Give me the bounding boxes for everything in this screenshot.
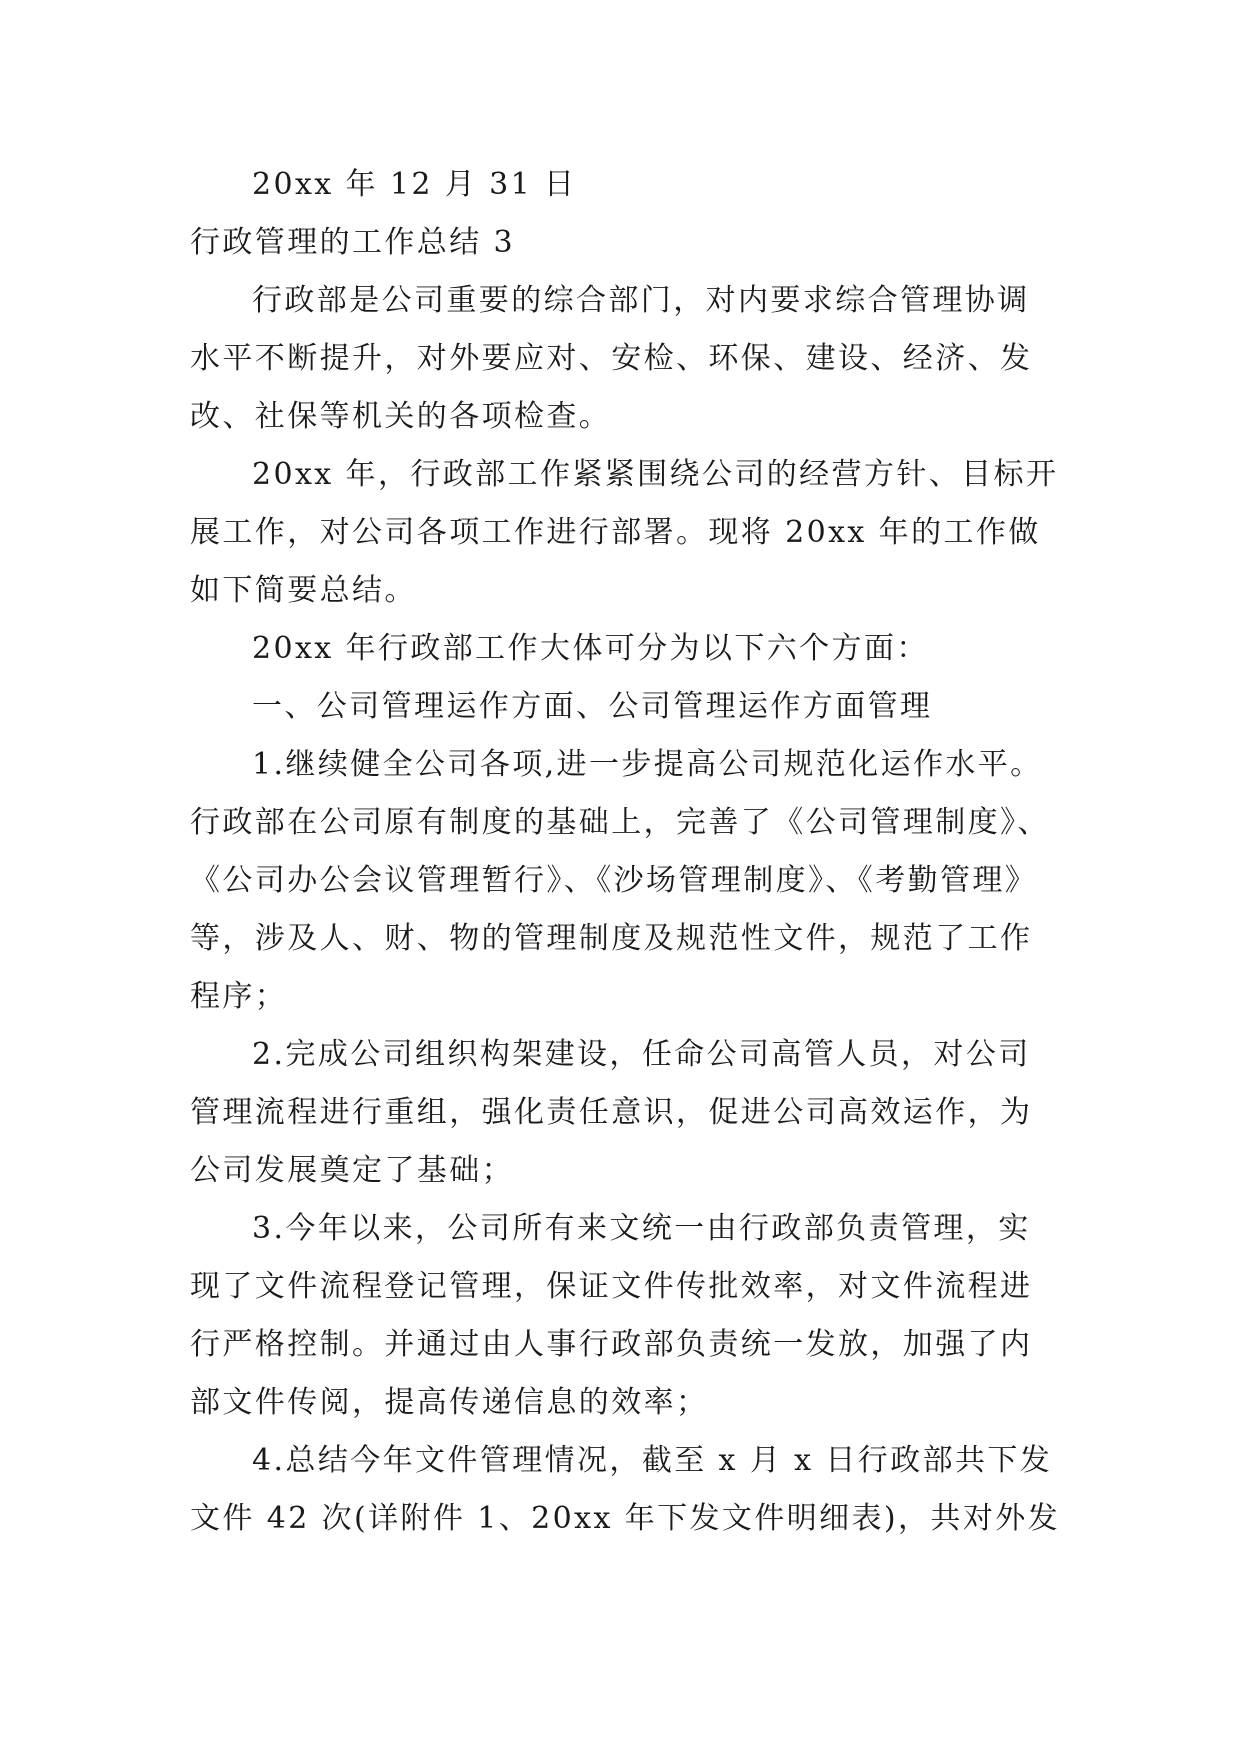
paragraph-line: 如下简要总结。 bbox=[190, 573, 417, 608]
paragraph-line: 20xx 年行政部工作大体可分为以下六个方面： bbox=[252, 631, 929, 666]
paragraph-line: 4.总结今年文件管理情况，截至 x 月 x 日行政部共下发 bbox=[252, 1443, 1053, 1478]
paragraph-line: 1.继续健全公司各项,进一步提高公司规范化运作水平。 bbox=[252, 747, 1043, 782]
paragraph-line: 现了文件流程登记管理，保证文件传批效率，对文件流程进 bbox=[190, 1269, 1033, 1304]
paragraph-line: 展工作，对公司各项工作进行部署。现将 20xx 年的工作做 bbox=[190, 515, 1041, 550]
paragraph-line: 3.今年以来，公司所有来文统一由行政部负责管理，实 bbox=[252, 1211, 1031, 1246]
paragraph-line: 行严格控制。并通过由人事行政部负责统一发放，加强了内 bbox=[190, 1327, 1033, 1362]
paragraph-line: 改、社保等机关的各项检查。 bbox=[190, 399, 612, 434]
section-heading: 一、公司管理运作方面、公司管理运作方面管理 bbox=[252, 689, 933, 724]
paragraph-line: 行政部是公司重要的综合部门，对内要求综合管理协调 bbox=[252, 283, 1030, 318]
paragraph-line: 行政部在公司原有制度的基础上，完善了《公司管理制度》、 bbox=[190, 805, 1050, 840]
paragraph-line: 程序； bbox=[190, 979, 288, 1014]
paragraph-line: 部文件传阅，提高传递信息的效率； bbox=[190, 1385, 709, 1420]
paragraph-line: 公司发展奠定了基础； bbox=[190, 1153, 514, 1188]
paragraph-line: 20xx 年，行政部工作紧紧围绕公司的经营方针、目标开 bbox=[252, 457, 1059, 492]
paragraph-line: 水平不断提升，对外要应对、安检、环保、建设、经济、发 bbox=[190, 341, 1033, 376]
document-date: 20xx 年 12 月 31 日 bbox=[252, 167, 577, 202]
document-title: 行政管理的工作总结 3 bbox=[190, 225, 516, 260]
paragraph-line: 等，涉及人、财、物的管理制度及规范性文件，规范了工作 bbox=[190, 921, 1033, 956]
paragraph-line: 《公司办公会议管理暂行》、《沙场管理制度》、《考勤管理》 bbox=[190, 863, 1038, 898]
paragraph-line: 文件 42 次(详附件 1、20xx 年下发文件明细表)，共对外发 bbox=[190, 1501, 1061, 1536]
paragraph-line: 2.完成公司组织构架建设，任命公司高管人员，对公司 bbox=[252, 1037, 1031, 1072]
paragraph-line: 管理流程进行重组，强化责任意识，促进公司高效运作，为 bbox=[190, 1095, 1033, 1130]
